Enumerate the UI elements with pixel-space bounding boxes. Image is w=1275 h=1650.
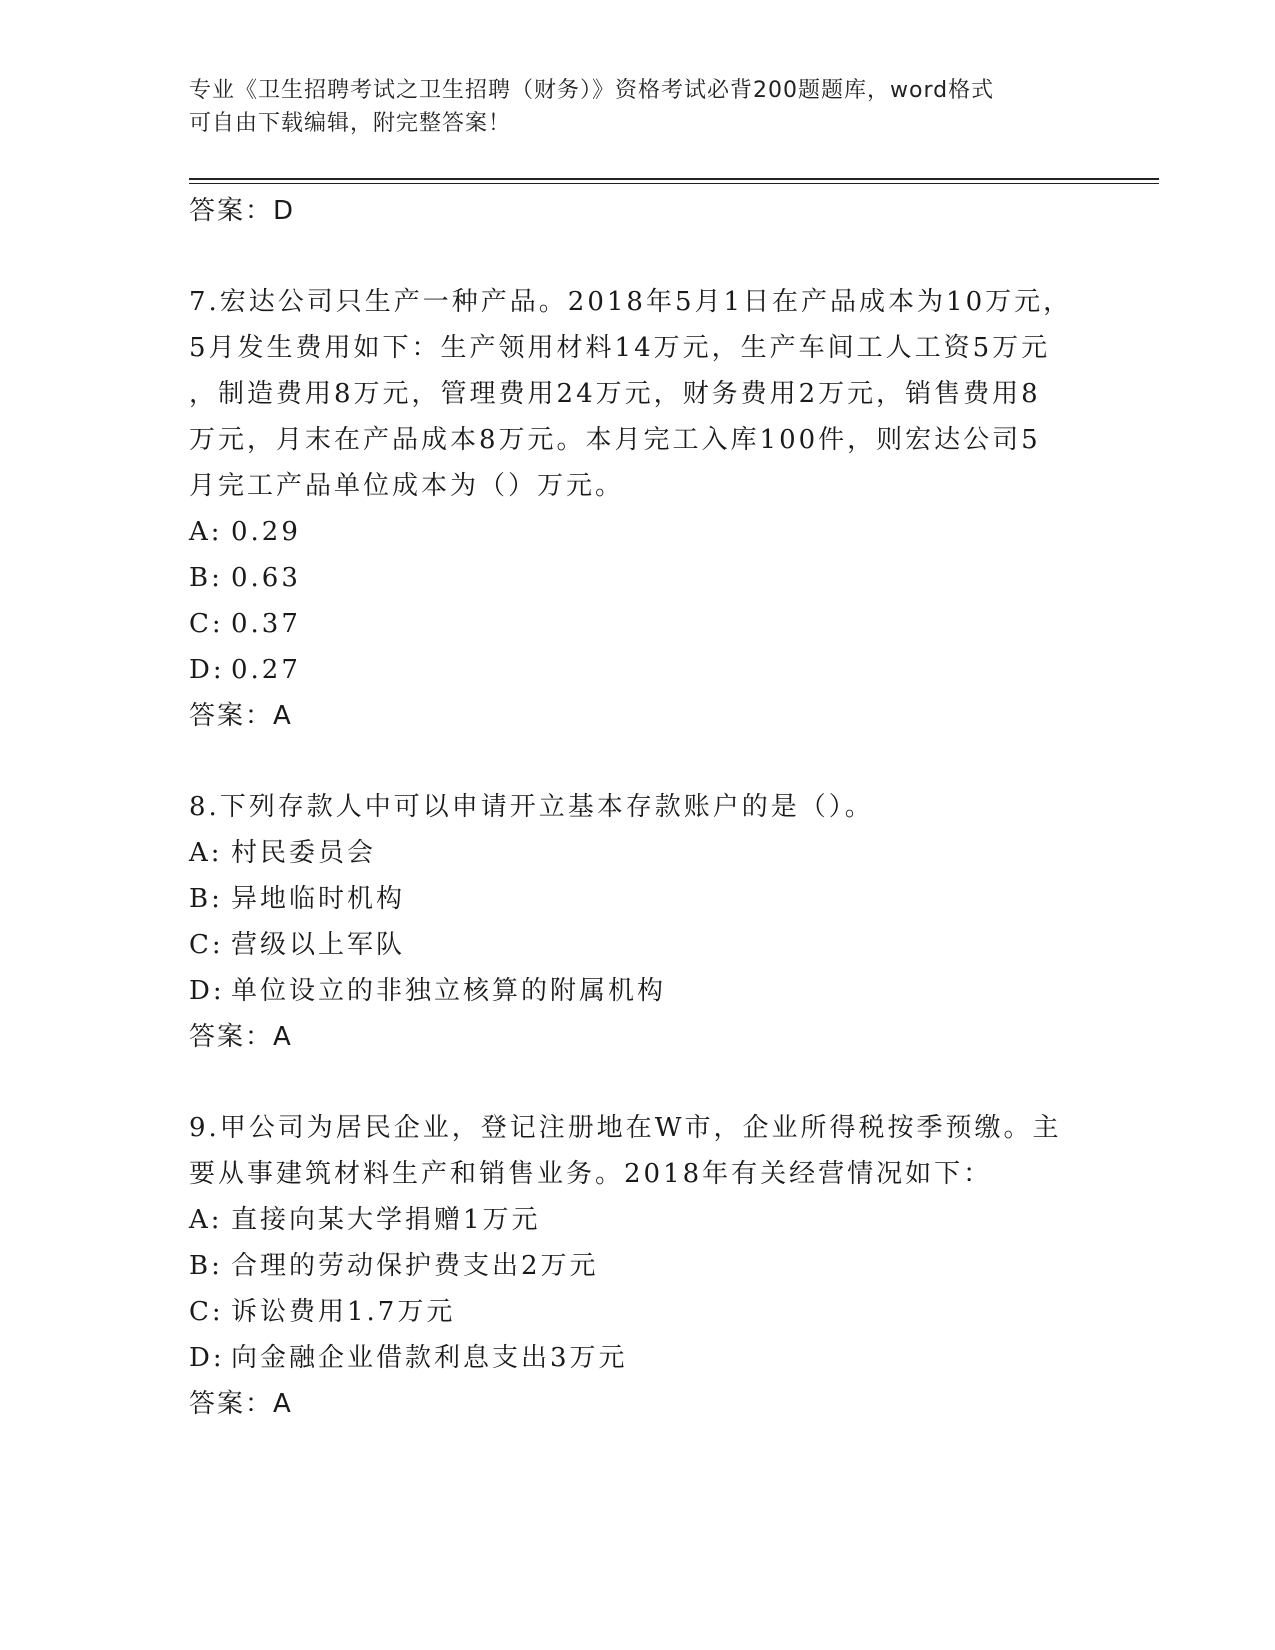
option-a — [189, 1197, 1089, 1243]
option-d — [189, 1335, 1089, 1381]
option-letter: D: — [189, 1343, 225, 1373]
option-d — [189, 968, 1089, 1014]
header-divider-thick — [189, 178, 1159, 180]
option-letter: A: — [189, 1205, 223, 1235]
question-stem-line: 万元，月末在产品成本8万元。本月完工入库100件，则宏达公司5 — [189, 425, 1041, 455]
option-b — [189, 1243, 1089, 1289]
option-letter: D: — [189, 976, 225, 1006]
option-c — [189, 922, 1089, 968]
header-line-2: 可自由下载编辑，附完整答案！ — [189, 111, 512, 136]
option-text: 村民委员会 — [231, 838, 377, 868]
option-d — [189, 647, 1089, 693]
option-text: 单位设立的非独立核算的附属机构 — [231, 976, 667, 1006]
option-letter: B: — [189, 563, 223, 593]
option-letter: C: — [189, 930, 224, 960]
option-text: 营级以上军队 — [231, 930, 406, 960]
option-text: 0.37 — [231, 609, 301, 639]
option-a — [189, 830, 1089, 876]
option-letter: B: — [189, 1251, 223, 1281]
option-b — [189, 876, 1089, 922]
header-divider-thin — [189, 183, 1159, 184]
option-text: 诉讼费用1.7万元 — [231, 1297, 456, 1327]
option-text: 合理的劳动保护费支出2万元 — [231, 1251, 599, 1281]
option-text: 0.63 — [231, 563, 301, 593]
question-stem-line: 8.下列存款人中可以申请开立基本存款账户的是（）。 — [189, 792, 874, 822]
option-text: 0.29 — [231, 517, 301, 547]
option-a — [189, 509, 1089, 555]
question-9 — [189, 1105, 1089, 1427]
option-text: 异地临时机构 — [231, 884, 406, 914]
document-header — [189, 74, 1089, 140]
question-7 — [189, 279, 1089, 739]
option-letter: C: — [189, 1297, 224, 1327]
question-8 — [189, 784, 1089, 1060]
option-letter: A: — [189, 517, 223, 547]
question-answer: 答案：A — [189, 1022, 293, 1052]
question-answer: 答案：A — [189, 1389, 293, 1419]
option-text: 向金融企业借款利息支出3万元 — [231, 1343, 628, 1373]
question-stem-line: 5月发生费用如下：生产领用材料14万元，生产车间工人工资5万元 — [189, 333, 1051, 363]
option-c — [189, 1289, 1089, 1335]
question-stem-line: 要从事建筑材料生产和销售业务。2018年有关经营情况如下： — [189, 1159, 993, 1189]
option-text: 0.27 — [231, 655, 301, 685]
question-stem-line: 9.甲公司为居民企业，登记注册地在W市，企业所得税按季预缴。主 — [189, 1113, 1062, 1143]
option-letter: C: — [189, 609, 224, 639]
previous-answer: 答案：D — [189, 196, 296, 226]
question-stem-line: 7.宏达公司只生产一种产品。2018年5月1日在产品成本为10万元， — [189, 287, 1073, 317]
option-letter: B: — [189, 884, 223, 914]
header-line-1: 专业《卫生招聘考试之卫生招聘（财务）》资格考试必背200题题库，word格式 — [189, 78, 995, 103]
question-stem-line: ，制造费用8万元，管理费用24万元，财务费用2万元，销售费用8 — [189, 379, 1041, 409]
option-b — [189, 555, 1089, 601]
question-answer: 答案：A — [189, 701, 293, 731]
question-stem-line: 月完工产品单位成本为（）万元。 — [189, 471, 625, 501]
option-letter: D: — [189, 655, 225, 685]
option-text: 直接向某大学捐赠1万元 — [231, 1205, 541, 1235]
option-c — [189, 601, 1089, 647]
option-letter: A: — [189, 838, 223, 868]
question-content — [189, 188, 1089, 1427]
